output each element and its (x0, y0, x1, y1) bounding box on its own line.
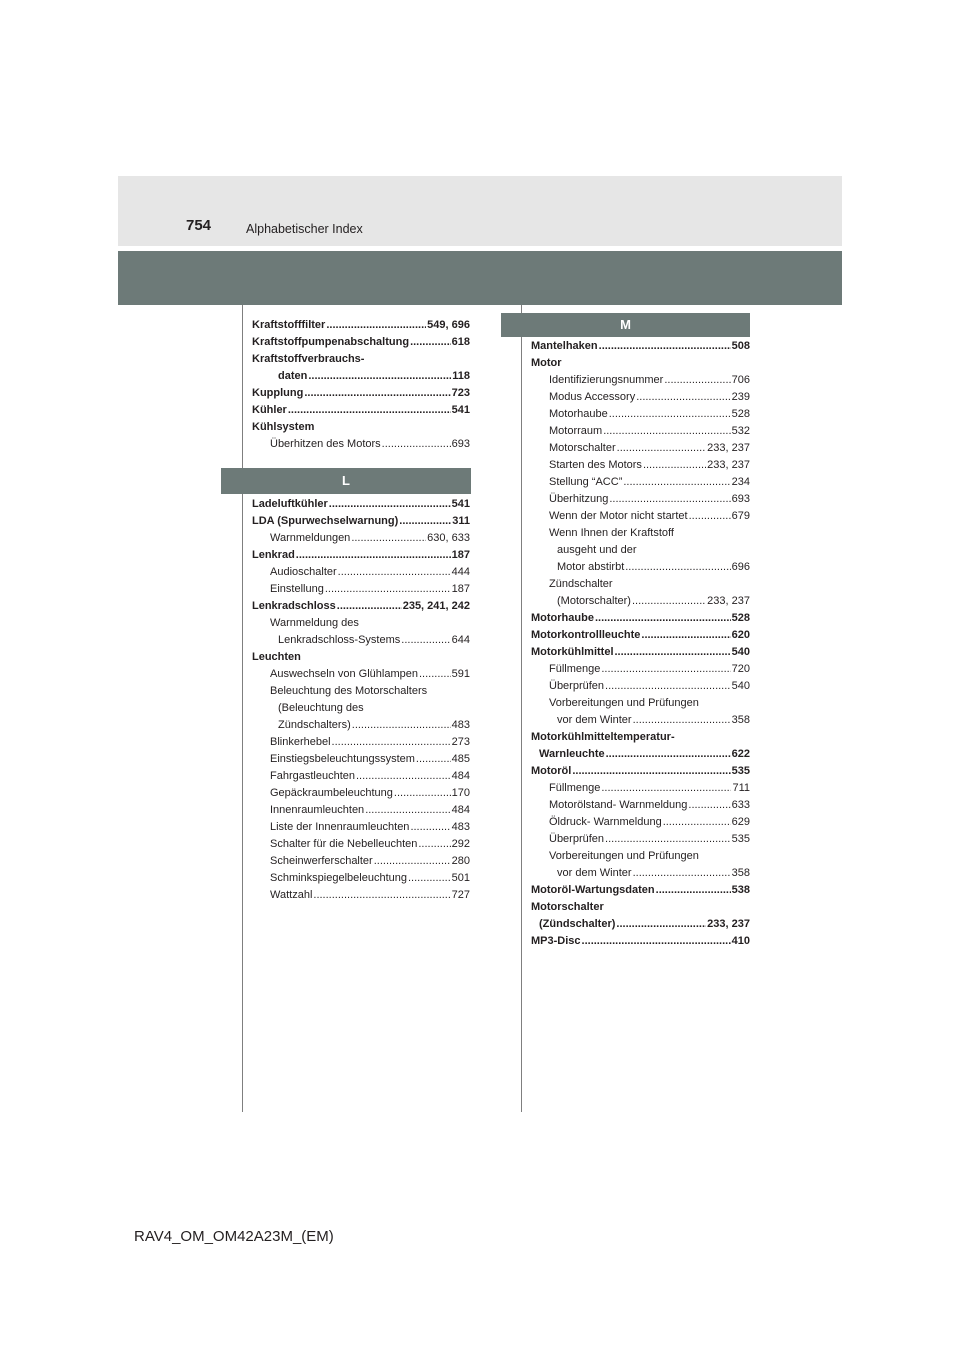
page-reference: 233, 237 (707, 442, 750, 454)
index-entry (252, 853, 470, 870)
index-entry (252, 836, 470, 853)
dot-leader (296, 547, 451, 564)
page-reference: 235, 241, 242 (402, 600, 470, 612)
index-entry (252, 598, 470, 615)
index-column-left-l (252, 496, 470, 904)
index-entry (252, 334, 470, 351)
page-reference: 535 (731, 765, 750, 777)
index-term: Gepäckraumbeleuchtung (270, 787, 393, 799)
index-entry (531, 780, 750, 797)
index-term: Kühler (252, 404, 287, 416)
index-entry (252, 530, 470, 547)
index-term: (Zündschalter) (539, 918, 616, 930)
index-entry (531, 576, 750, 593)
page-reference: 720 (731, 663, 750, 675)
index-entry (252, 436, 470, 453)
dot-leader (643, 457, 706, 474)
dot-leader (419, 666, 451, 683)
index-entry (531, 746, 750, 763)
index-term: Kupplung (252, 387, 304, 399)
dot-leader (408, 870, 451, 887)
dot-leader (401, 632, 450, 649)
page-reference: 410 (731, 935, 750, 947)
page-reference: 541 (451, 404, 470, 416)
index-term: ausgeht und der (557, 544, 637, 556)
page-reference: 620 (731, 629, 750, 641)
page-reference: 444 (451, 566, 470, 578)
index-term: daten (278, 370, 308, 382)
header-band (118, 176, 842, 246)
dot-leader (689, 508, 731, 525)
page-reference: 484 (451, 804, 470, 816)
page-reference: 693 (731, 493, 750, 505)
dot-leader (601, 661, 730, 678)
index-term: Öldruck- Warnmeldung (549, 816, 662, 828)
page-reference: 187 (451, 549, 470, 561)
index-term: Motorölstand- Warnmeldung (549, 799, 688, 811)
page-reference: 591 (451, 668, 470, 680)
index-entry (531, 831, 750, 848)
index-term: Lenkradschloss (252, 600, 336, 612)
page-reference: 630, 633 (427, 532, 470, 544)
page-reference: 233, 237 (707, 595, 750, 607)
index-term: Kühlsystem (252, 421, 315, 433)
index-entry (531, 406, 750, 423)
index-term: Wenn Ihnen der Kraftstoff (549, 527, 674, 539)
index-term: Stellung “ACC” (549, 476, 623, 488)
index-entry (531, 423, 750, 440)
dot-leader (313, 887, 450, 904)
page-reference: 508 (731, 340, 750, 352)
index-entry (531, 627, 750, 644)
index-term: Motor abstirbt (557, 561, 625, 573)
page-reference: 711 (732, 782, 750, 794)
index-entry (531, 814, 750, 831)
index-entry (531, 916, 750, 933)
section-title: Alphabetischer Index (246, 222, 363, 236)
dot-leader (595, 610, 731, 627)
index-term: LDA (Spurwechselwarnung) (252, 515, 399, 527)
dot-leader (304, 385, 450, 402)
index-entry (252, 734, 470, 751)
index-entry (531, 712, 750, 729)
index-entry (531, 695, 750, 712)
index-entry (531, 542, 750, 559)
index-entry (531, 848, 750, 865)
dot-leader (601, 780, 731, 797)
dot-leader (617, 440, 707, 457)
index-term: Motorhaube (549, 408, 608, 420)
dot-leader (325, 581, 451, 598)
page-reference: 234 (731, 476, 750, 488)
page-reference: 644 (451, 634, 470, 646)
page-reference: 727 (451, 889, 470, 901)
page-reference: 273 (451, 736, 470, 748)
page-reference: 535 (731, 833, 750, 845)
index-entry (252, 802, 470, 819)
index-entry (252, 768, 470, 785)
index-term: Wenn der Motor nicht startet (549, 510, 688, 522)
dot-leader (394, 785, 451, 802)
dot-leader (399, 513, 451, 530)
index-term: Leuchten (252, 651, 301, 663)
index-term: Schminkspiegelbeleuchtung (270, 872, 407, 884)
index-term: Schalter für die Nebelleuchten (270, 838, 418, 850)
index-term: (Beleuchtung des (278, 702, 364, 714)
page-reference: 629 (731, 816, 750, 828)
index-term: MP3-Disc (531, 935, 581, 947)
page-reference: 633 (731, 799, 750, 811)
dot-leader (606, 746, 731, 763)
dot-leader (599, 338, 731, 355)
page-reference: 358 (731, 714, 750, 726)
page-reference: 618 (451, 336, 470, 348)
index-group-l (252, 496, 470, 904)
letter-heading-l: L (221, 468, 471, 494)
page-reference: 549, 696 (427, 319, 470, 331)
index-entry (531, 508, 750, 525)
dot-leader (633, 712, 731, 729)
index-term: Motorkühlmitteltemperatur- (531, 731, 675, 743)
index-entry (252, 700, 470, 717)
left-column-rule (242, 305, 243, 1112)
dot-leader (308, 368, 451, 385)
index-column-left (252, 317, 470, 453)
index-term: Beleuchtung des Motorschalters (270, 685, 428, 697)
letter-heading-m: M (501, 313, 750, 337)
index-column-right (531, 338, 750, 950)
index-entry (531, 610, 750, 627)
dot-leader (365, 802, 450, 819)
page-reference: 540 (731, 680, 750, 692)
index-term: Überhitzung (549, 493, 609, 505)
index-term: Motorkühlmittel (531, 646, 614, 658)
right-column-rule (521, 305, 522, 1112)
page-reference: 501 (451, 872, 470, 884)
index-term: Kraftstoffpumpenabschaltung (252, 336, 410, 348)
index-term: vor dem Winter (557, 867, 632, 879)
index-term: Motorkontrollleuchte (531, 629, 641, 641)
index-entry (252, 496, 470, 513)
index-term: Audioschalter (270, 566, 337, 578)
index-entry (531, 457, 750, 474)
index-entry (531, 882, 750, 899)
page-reference: 311 (452, 515, 470, 527)
index-entry (531, 729, 750, 746)
dot-leader (288, 402, 451, 419)
index-entry (252, 402, 470, 419)
page-reference: 280 (451, 855, 470, 867)
index-term: Überprüfen (549, 680, 605, 692)
index-entry (531, 644, 750, 661)
page-reference: 540 (731, 646, 750, 658)
page-reference: 170 (451, 787, 470, 799)
index-entry (531, 933, 750, 950)
index-entry (252, 870, 470, 887)
index-term: (Motorschalter) (557, 595, 631, 607)
index-term: Warnmeldungen (270, 532, 351, 544)
index-entry (252, 581, 470, 598)
index-entry (531, 338, 750, 355)
dot-leader (332, 734, 451, 751)
index-term: Motorschalter (531, 901, 604, 913)
index-term: Einstiegsbeleuchtungssystem (270, 753, 415, 765)
page-reference: 622 (731, 748, 750, 760)
index-entry (252, 751, 470, 768)
dot-leader (641, 627, 730, 644)
page-reference: 696 (731, 561, 750, 573)
page-reference: 541 (451, 498, 470, 510)
index-entry (531, 899, 750, 916)
dot-leader (615, 644, 731, 661)
page-number: 754 (186, 217, 212, 234)
dot-leader (609, 406, 731, 423)
dot-leader (351, 530, 426, 547)
dot-leader (356, 768, 451, 785)
page-reference: 693 (451, 438, 470, 450)
index-term: Warnleuchte (539, 748, 605, 760)
dot-leader (418, 836, 450, 853)
dot-leader (663, 814, 731, 831)
index-term: Ladeluftkühler (252, 498, 328, 510)
index-term: Lenkradschloss-Systems (278, 634, 401, 646)
page-reference: 528 (731, 612, 750, 624)
index-term: Füllmenge (549, 663, 601, 675)
dot-leader (337, 598, 402, 615)
dot-leader (374, 853, 451, 870)
index-entry (252, 819, 470, 836)
index-term: Überprüfen (549, 833, 605, 845)
index-term: Motorraum (549, 425, 603, 437)
index-group-m (531, 338, 750, 950)
page-reference: 233, 237 (707, 459, 750, 471)
index-entry (252, 615, 470, 632)
dot-leader (603, 423, 730, 440)
index-term: Kraftstofffilter (252, 319, 326, 331)
page-reference: 483 (451, 821, 470, 833)
dot-leader (572, 763, 730, 780)
page-reference: 187 (451, 583, 470, 595)
document-code: RAV4_OM_OM42A23M_(EM) (134, 1228, 334, 1245)
index-term: Auswechseln von Glühlampen (270, 668, 418, 680)
index-term: Vorbereitungen und Prüfungen (549, 850, 699, 862)
page-reference: 483 (451, 719, 470, 731)
index-entry (531, 525, 750, 542)
dot-leader (623, 474, 730, 491)
index-entry (531, 440, 750, 457)
index-entry (252, 385, 470, 402)
dot-leader (633, 865, 731, 882)
index-entry (252, 368, 470, 385)
index-entry (252, 649, 470, 666)
dot-leader (609, 491, 730, 508)
index-term: Blinkerhebel (270, 736, 331, 748)
index-term: Motor (531, 357, 562, 369)
dot-leader (410, 819, 450, 836)
dot-leader (382, 436, 451, 453)
index-entry (252, 317, 470, 334)
dot-leader (410, 334, 451, 351)
index-term: Zündschalter (549, 578, 613, 590)
dot-leader (616, 916, 706, 933)
index-entry (531, 559, 750, 576)
index-entry (531, 474, 750, 491)
index-term: Zündschalters) (278, 719, 351, 731)
index-term: Motorhaube (531, 612, 594, 624)
index-entry (252, 887, 470, 904)
dot-leader (688, 797, 730, 814)
dot-leader (632, 593, 706, 610)
page-reference: 292 (451, 838, 470, 850)
index-entry (531, 389, 750, 406)
index-entry (531, 763, 750, 780)
index-entry (531, 593, 750, 610)
header-dark-band (118, 251, 842, 305)
dot-leader (338, 564, 451, 581)
index-entry (531, 491, 750, 508)
page-reference: 532 (731, 425, 750, 437)
index-term: Vorbereitungen und Prüfungen (549, 697, 699, 709)
index-term: Innenraumleuchten (270, 804, 365, 816)
index-entry (531, 678, 750, 695)
page-reference: 485 (451, 753, 470, 765)
index-entry (252, 666, 470, 683)
index-term: Fahrgastleuchten (270, 770, 355, 782)
dot-leader (605, 831, 731, 848)
index-term: Füllmenge (549, 782, 601, 794)
dot-leader (329, 496, 451, 513)
index-term: Warnmeldung des (270, 617, 359, 629)
page-reference: 484 (451, 770, 470, 782)
page-reference: 239 (731, 391, 750, 403)
index-group-k (252, 317, 470, 453)
page-reference: 679 (731, 510, 750, 522)
index-entry (531, 661, 750, 678)
index-term: Kraftstoffverbrauchs- (252, 353, 365, 365)
index-term: Mantelhaken (531, 340, 598, 352)
index-entry (531, 797, 750, 814)
index-term: Starten des Motors (549, 459, 642, 471)
index-entry (252, 683, 470, 700)
index-term: Motorschalter (549, 442, 616, 454)
index-term: Überhitzen des Motors (270, 438, 381, 450)
dot-leader (664, 372, 730, 389)
index-term: vor dem Winter (557, 714, 632, 726)
index-term: Motoröl (531, 765, 572, 777)
index-entry (531, 372, 750, 389)
dot-leader (582, 933, 731, 950)
index-entry (252, 717, 470, 734)
index-term: Lenkrad (252, 549, 295, 561)
index-term: Liste der Innenraumleuchten (270, 821, 410, 833)
dot-leader (656, 882, 731, 899)
index-term: Modus Accessory (549, 391, 636, 403)
dot-leader (326, 317, 426, 334)
index-entry (252, 632, 470, 649)
page-reference: 723 (451, 387, 470, 399)
index-term: Identifizierungsnummer (549, 374, 664, 386)
index-entry (252, 351, 470, 368)
index-term: Einstellung (270, 583, 324, 595)
index-entry (252, 547, 470, 564)
index-entry (531, 355, 750, 372)
index-entry (252, 785, 470, 802)
dot-leader (625, 559, 730, 576)
index-entry (252, 564, 470, 581)
dot-leader (605, 678, 731, 695)
page-reference: 118 (452, 370, 470, 382)
page-reference: 706 (731, 374, 750, 386)
index-entry (252, 419, 470, 436)
index-entry (531, 865, 750, 882)
dot-leader (416, 751, 451, 768)
page-reference: 233, 237 (707, 918, 750, 930)
page-reference: 538 (731, 884, 750, 896)
index-entry (252, 513, 470, 530)
dot-leader (636, 389, 730, 406)
index-term: Scheinwerferschalter (270, 855, 373, 867)
page-reference: 528 (731, 408, 750, 420)
index-term: Wattzahl (270, 889, 313, 901)
page-reference: 358 (731, 867, 750, 879)
dot-leader (352, 717, 451, 734)
index-term: Motoröl-Wartungsdaten (531, 884, 655, 896)
